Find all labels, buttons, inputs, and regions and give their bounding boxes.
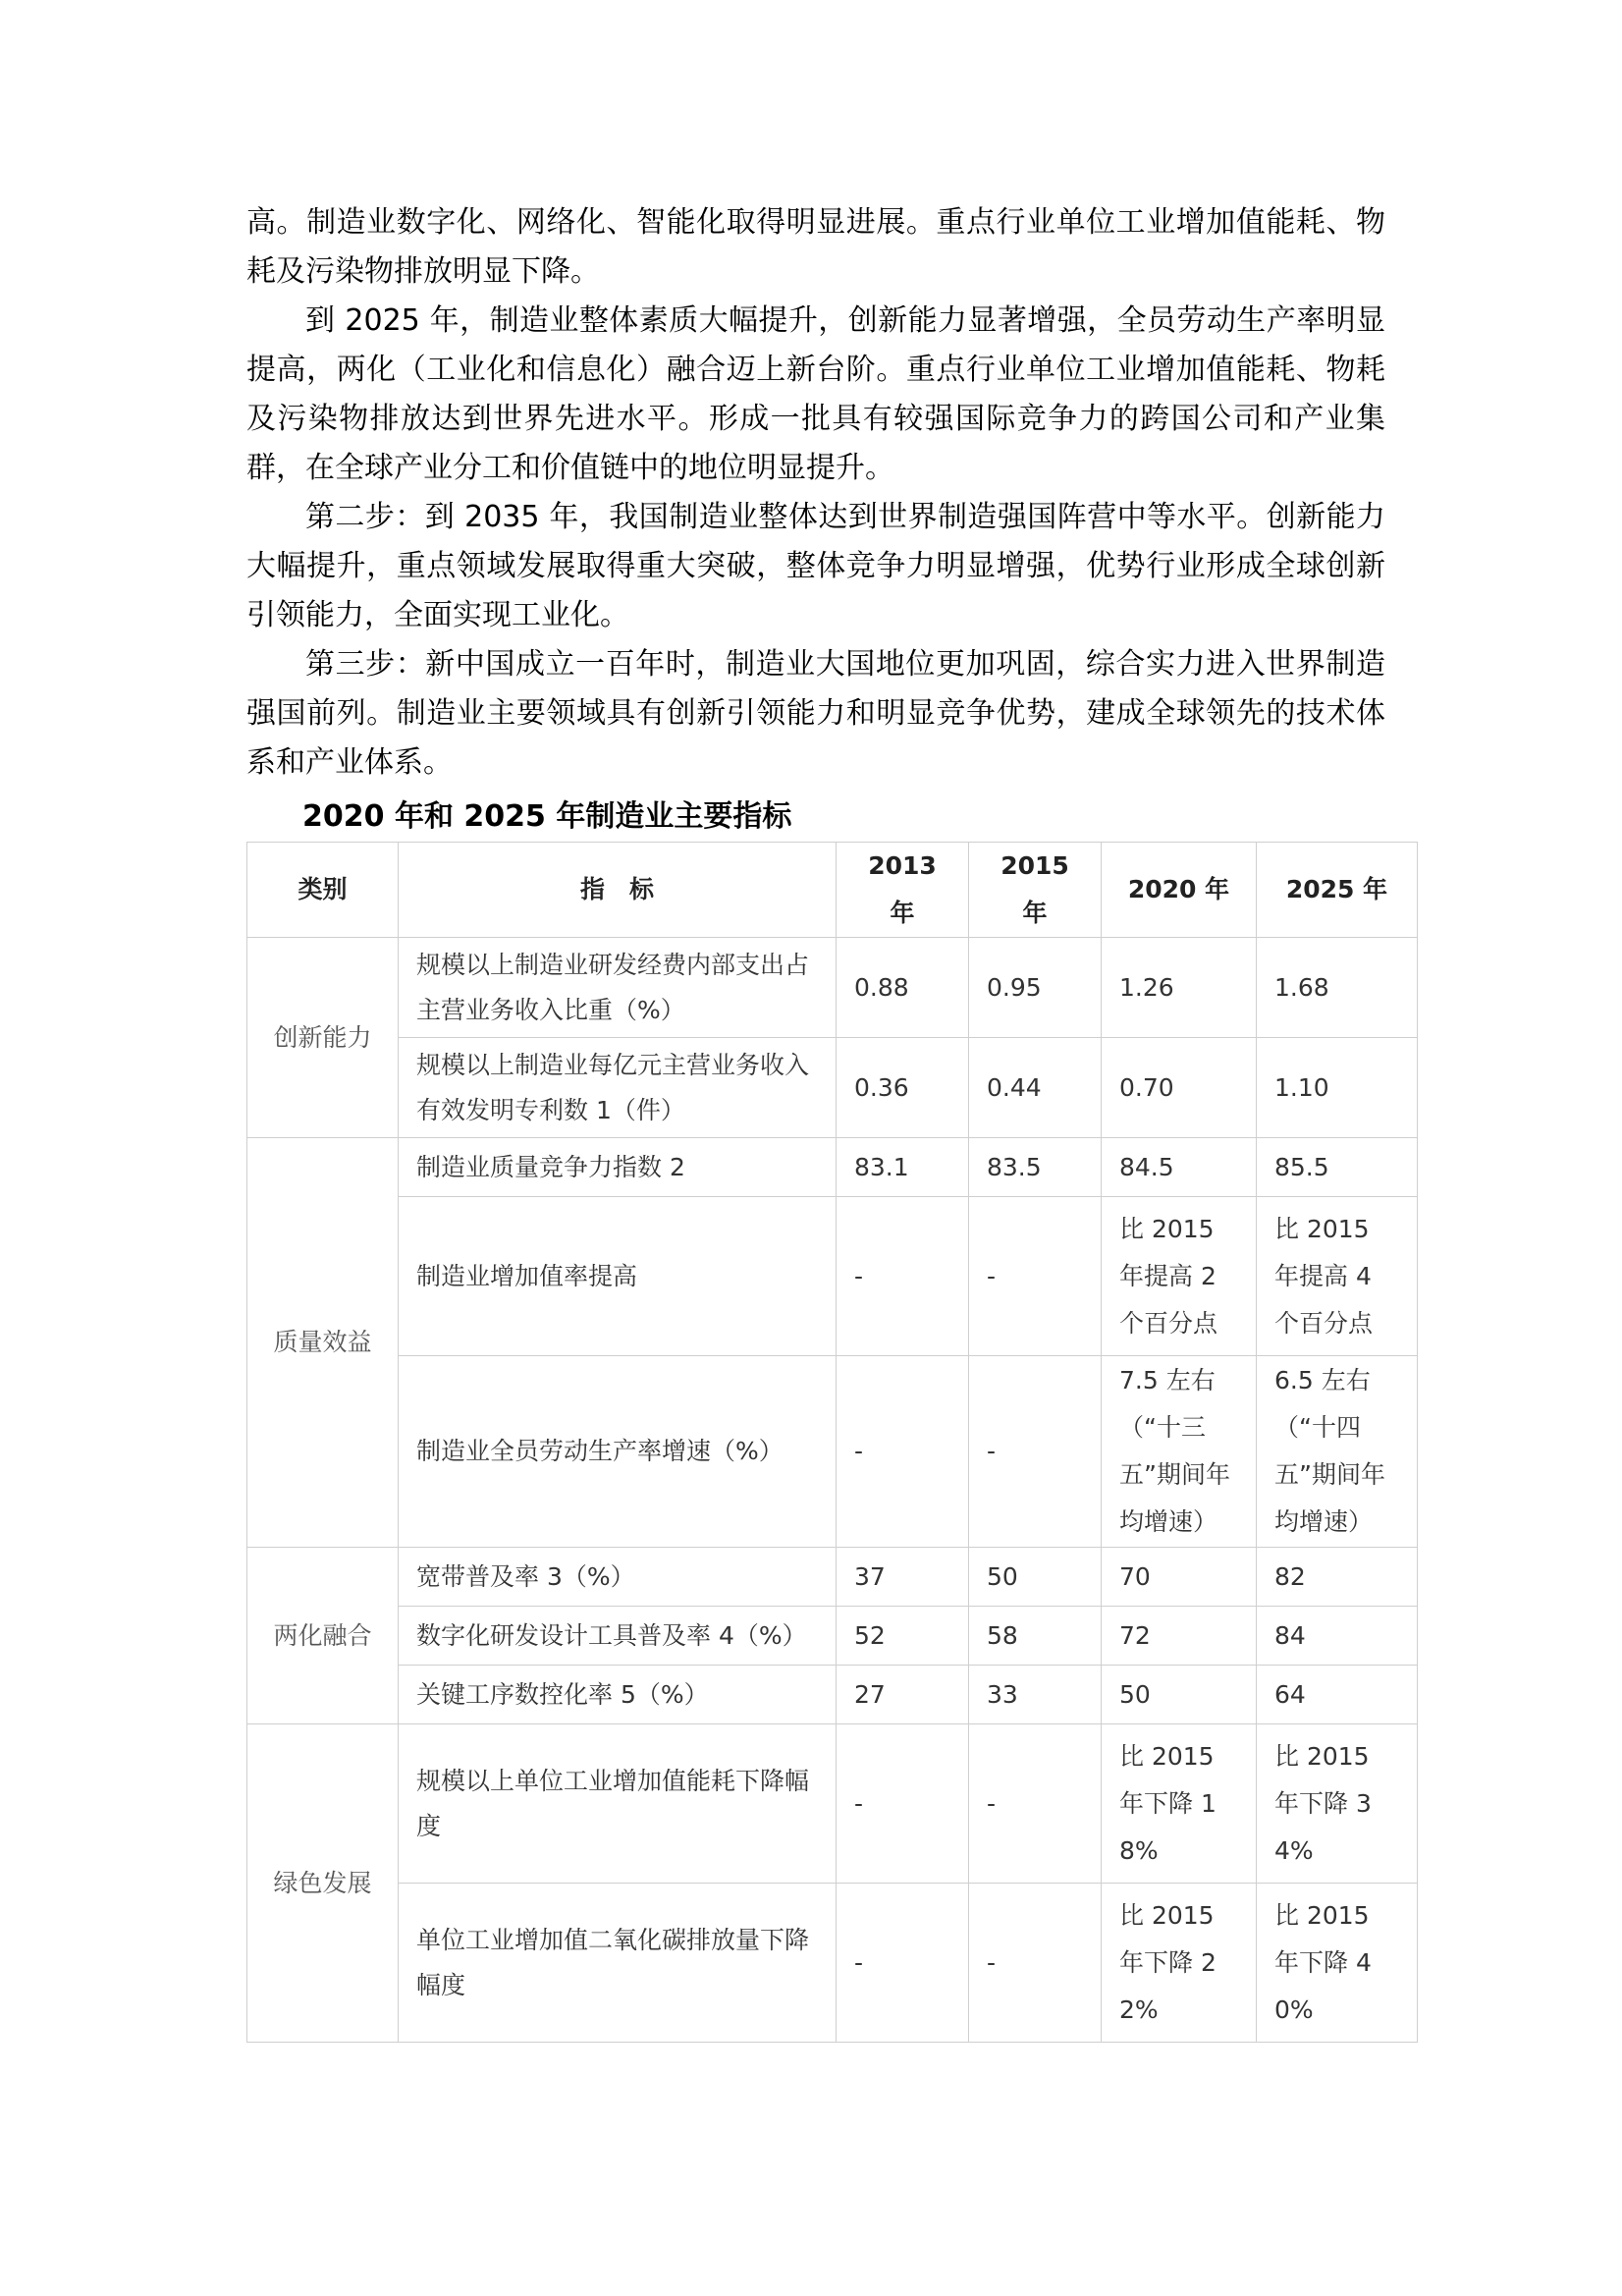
value-2025: 比 2015 年下降 40% [1257, 1884, 1418, 2043]
indicator-cell: 数字化研发设计工具普及率 4（%） [399, 1607, 837, 1666]
value-2020: 72 [1102, 1607, 1257, 1666]
value-2025: 6.5 左右（“十四五”期间年均增速） [1257, 1356, 1418, 1548]
value-2020: 70 [1102, 1548, 1257, 1607]
table-row [247, 1548, 1418, 1607]
value-2015: - [969, 1884, 1102, 2043]
indicator-cell: 制造业全员劳动生产率增速（%） [399, 1356, 837, 1548]
value-2013: 0.88 [837, 938, 969, 1038]
value-2015: 50 [969, 1548, 1102, 1607]
paragraph: 到 2025 年，制造业整体素质大幅提升，创新能力显著增强，全员劳动生产率明显提高，两化（工业化和信息化）融合迈上新台阶。重点行业单位工业增加值能耗、物耗及污染物排放达到世界先进水平。形成一批具有较强国际竞争力的跨国公司和产业集群，在全球产业分工和价值链中的地位明显提升。 [246, 303, 1385, 485]
indicator-cell: 规模以上制造业每亿元主营业务收入有效发明专利数 1（件） [399, 1038, 837, 1138]
paragraph: 高。制造业数字化、网络化、智能化取得明显进展。重点行业单位工业增加值能耗、物耗及污染物排放明显下降。 [246, 205, 1385, 289]
value-2020: 84.5 [1102, 1138, 1257, 1197]
category-cell: 质量效益 [247, 1138, 399, 1548]
value-2013: - [837, 1197, 969, 1356]
value-2020: 比 2015 年下降 22% [1102, 1884, 1257, 2043]
value-2013: - [837, 1884, 969, 2043]
value-2015: 0.95 [969, 938, 1102, 1038]
value-2020: 1.26 [1102, 938, 1257, 1038]
table-row [247, 1724, 1418, 1884]
value-2013: 52 [837, 1607, 969, 1666]
indicator-cell: 规模以上制造业研发经费内部支出占主营业务收入比重（%） [399, 938, 837, 1038]
value-2020: 比 2015 年下降 18% [1102, 1724, 1257, 1884]
table-row [247, 1884, 1418, 2043]
value-2020: 50 [1102, 1666, 1257, 1724]
table-row [247, 1138, 1418, 1197]
body-text [246, 198, 1385, 788]
table-row [247, 1356, 1418, 1548]
table-row [247, 1666, 1418, 1724]
indicator-cell: 关键工序数控化率 5（%） [399, 1666, 837, 1724]
indicator-cell: 制造业增加值率提高 [399, 1197, 837, 1356]
value-2025: 85.5 [1257, 1138, 1418, 1197]
indicator-cell: 制造业质量竞争力指数 2 [399, 1138, 837, 1197]
indicator-cell: 宽带普及率 3（%） [399, 1548, 837, 1607]
value-2025: 1.68 [1257, 938, 1418, 1038]
value-2015: - [969, 1724, 1102, 1884]
table-header-row [247, 843, 1418, 938]
value-2013: - [837, 1724, 969, 1884]
category-cell: 两化融合 [247, 1548, 399, 1724]
table-row [247, 1197, 1418, 1356]
value-2020: 7.5 左右（“十三五”期间年均增速） [1102, 1356, 1257, 1548]
indicator-cell: 单位工业增加值二氧化碳排放量下降幅度 [399, 1884, 837, 2043]
value-2013: - [837, 1356, 969, 1548]
paragraph: 第二步：到 2035 年，我国制造业整体达到世界制造强国阵营中等水平。创新能力大幅提升，重点领域发展取得重大突破，整体竞争力明显增强，优势行业形成全球创新引领能力，全面实现工业化。 [246, 500, 1385, 632]
column-header: 指 标 [399, 843, 837, 938]
paragraph: 第三步：新中国成立一百年时，制造业大国地位更加巩固，综合实力进入世界制造强国前列。制造业主要领域具有创新引领能力和明显竞争优势，建成全球领先的技术体系和产业体系。 [246, 647, 1385, 780]
column-header: 2015 年 [969, 843, 1102, 938]
column-header: 类别 [247, 843, 399, 938]
value-2013: 0.36 [837, 1038, 969, 1138]
value-2025: 82 [1257, 1548, 1418, 1607]
table-row [247, 1607, 1418, 1666]
value-2015: - [969, 1197, 1102, 1356]
table-row [247, 938, 1418, 1038]
value-2015: 33 [969, 1666, 1102, 1724]
table-title: 2020 年和 2025 年制造业主要指标 [302, 799, 792, 834]
column-header: 2020 年 [1102, 843, 1257, 938]
table-row [247, 1038, 1418, 1138]
column-header: 2013 年 [837, 843, 969, 938]
value-2025: 比 2015 年提高 4 个百分点 [1257, 1197, 1418, 1356]
value-2015: - [969, 1356, 1102, 1548]
value-2025: 84 [1257, 1607, 1418, 1666]
value-2025: 1.10 [1257, 1038, 1418, 1138]
value-2013: 37 [837, 1548, 969, 1607]
value-2020: 比 2015 年提高 2 个百分点 [1102, 1197, 1257, 1356]
indicators-table [246, 842, 1418, 2043]
column-header: 2025 年 [1257, 843, 1418, 938]
value-2013: 27 [837, 1666, 969, 1724]
indicator-cell: 规模以上单位工业增加值能耗下降幅度 [399, 1724, 837, 1884]
value-2015: 83.5 [969, 1138, 1102, 1197]
value-2025: 64 [1257, 1666, 1418, 1724]
value-2015: 0.44 [969, 1038, 1102, 1138]
value-2013: 83.1 [837, 1138, 969, 1197]
value-2015: 58 [969, 1607, 1102, 1666]
category-cell: 绿色发展 [247, 1724, 399, 2043]
value-2025: 比 2015 年下降 34% [1257, 1724, 1418, 1884]
value-2020: 0.70 [1102, 1038, 1257, 1138]
category-cell: 创新能力 [247, 938, 399, 1138]
